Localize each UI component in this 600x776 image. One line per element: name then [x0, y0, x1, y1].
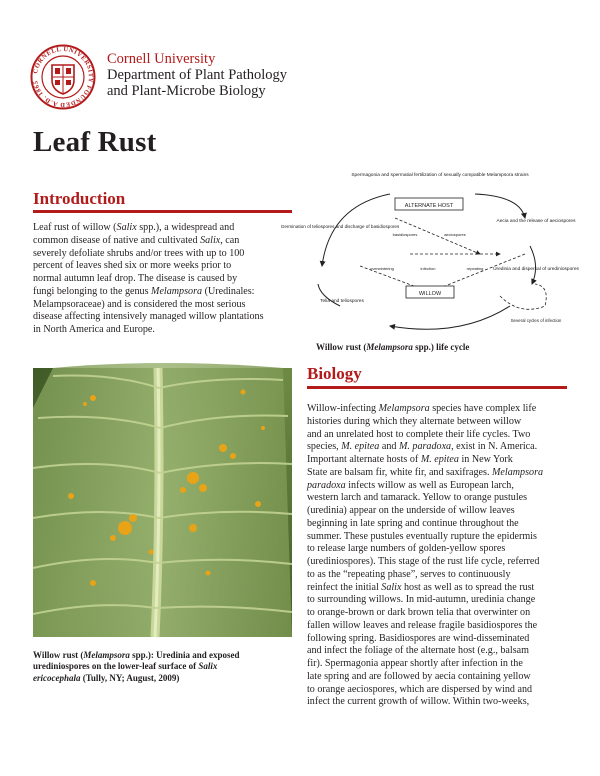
bio-line: to as the “repeating phase”, serves to continuously — [307, 568, 511, 580]
bio-line: Willow-infecting Melampsora species have complex life — [307, 403, 537, 414]
label-small-overwintering: overwintering — [370, 266, 394, 271]
bio-line: species, M. epitea and M. paradoxa, exist in N. America. — [307, 441, 538, 453]
department-name-line2: and Plant-Microbe Biology — [107, 83, 266, 99]
introduction-paragraph — [33, 222, 295, 337]
label-uredinia: Uredinia and dispersal of urediniospores — [493, 267, 579, 272]
intro-line: common disease of native and cultivated Salix, can — [33, 234, 240, 246]
bio-line: histories during which they alternate between willow — [307, 415, 522, 427]
bio-line: and infect the foliage of the alternate host (e.g., balsam — [307, 645, 529, 657]
intro-line: Melampsoraceae) and is considered the most serious — [33, 298, 246, 310]
bio-line: (urediniospores). This stage of the rust life cycle, referred — [307, 556, 540, 567]
biology-paragraph — [307, 403, 575, 709]
label-alternate-host: ALTERNATE HOST — [404, 203, 454, 209]
bio-line: beginning in late spring and continue throughout the — [307, 517, 519, 529]
page-title: Leaf Rust — [33, 126, 157, 158]
bio-line: to release large numbers of golden-yellow spores — [307, 543, 506, 555]
bio-line: State are balsam fir, white fir, and saxifrages. Melampsora — [307, 466, 544, 478]
university-name: Cornell University — [107, 51, 216, 67]
caption-line: Willow rust (Melampsora spp.): Uredinia and exposed — [33, 650, 240, 660]
bio-line: (uredinia) appear on the underside of willow leaves — [307, 505, 515, 516]
bio-line: reinfect the initial Salix host as well as to spread the rust — [307, 581, 535, 593]
introduction-rule — [33, 210, 292, 213]
bio-line: following spring. Basidiospores are wind-disseminated — [307, 632, 530, 644]
label-small-aeciospores: aeciospores — [444, 232, 466, 237]
bio-line: late spring and are followed by aecia containing yellow — [307, 670, 531, 682]
label-aecia: Aecia and the release of aeciospores — [496, 219, 576, 224]
department-name-line1: Department of Plant Pathology — [107, 67, 288, 83]
biology-heading: Biology — [307, 364, 362, 383]
label-small-repeating: repeating — [466, 266, 484, 271]
biology-rule — [307, 386, 567, 389]
bio-line: and an unrelated host to complete their life cycles. Two — [307, 428, 531, 440]
caption-line: urediniospores on the lower-leaf surface of Salix — [33, 661, 218, 672]
bio-line: paradoxa infects willow as well as European larch, — [307, 479, 514, 491]
label-small-basidiospores: basidiospores — [392, 232, 418, 237]
intro-line: fungi belonging to the genus Melampsora (Uredinales: — [33, 285, 255, 297]
intro-line: severely defoliate shrubs and/or trees with up to 100 — [33, 247, 245, 259]
bio-line: summer. These pustules eventually rupture the epidermis — [307, 530, 537, 542]
bio-line: to orange aeciospores, which are dispersed by wind and — [307, 683, 533, 695]
label-repeating-cycle: Several cycles of infection — [510, 318, 562, 323]
diagram-caption: Willow rust (Melampsora spp.) life cycle — [316, 342, 470, 352]
label-willow: WILLOW — [418, 291, 442, 297]
bio-line: Important alternate hosts of M. epitea in New York — [307, 454, 513, 465]
intro-line: disease affecting intensively managed willow plantations — [33, 311, 264, 323]
cornell-seal-logo — [30, 44, 96, 110]
bio-line: fallen willow leaves and release fragile basidiospores the — [307, 619, 538, 631]
introduction-heading: Introduction — [33, 189, 126, 208]
intro-line: Leaf rust of willow (Salix spp.), a widespread and — [33, 222, 235, 233]
svg-text:CORNELL UNIVERSITY FOUNDED A.D: CORNELL UNIVERSITY FOUNDED A.D. 1865 — [32, 45, 95, 109]
label-germination: Germination of teliospores and discharge of basidiospores — [280, 224, 400, 229]
label-spermagonia: Spermagonia and spermatial fertilization of sexually compatible Melampsora strains — [351, 173, 529, 178]
bio-line: to surrounding willows. In mid-autumn, uredinia change — [307, 594, 536, 606]
intro-line: in North America and Europe. — [33, 324, 155, 335]
photo-caption — [33, 650, 295, 684]
bio-line: to orange-brown or dark brown telia that overwinter on — [307, 607, 531, 618]
leaf-rust-photo — [33, 368, 292, 637]
life-cycle-diagram — [280, 166, 579, 338]
bio-line: infect the current growth of willow. Within two-weeks, — [307, 696, 530, 708]
intro-line: normal autumn leaf drop. The disease is caused by — [33, 273, 238, 284]
label-telia: Telia and teliospores — [320, 299, 364, 304]
label-small-infection: infection — [420, 266, 436, 271]
caption-line: ericocephala (Tully, NY; August, 2009) — [33, 672, 180, 683]
bio-line: fir). Spermagonia appear shortly after infection in the — [307, 658, 523, 669]
intro-line: percent of leaves shed six or more weeks prior to — [33, 260, 232, 272]
bio-line: western larch and tamarack. Yellow to orange pustules — [307, 492, 528, 504]
